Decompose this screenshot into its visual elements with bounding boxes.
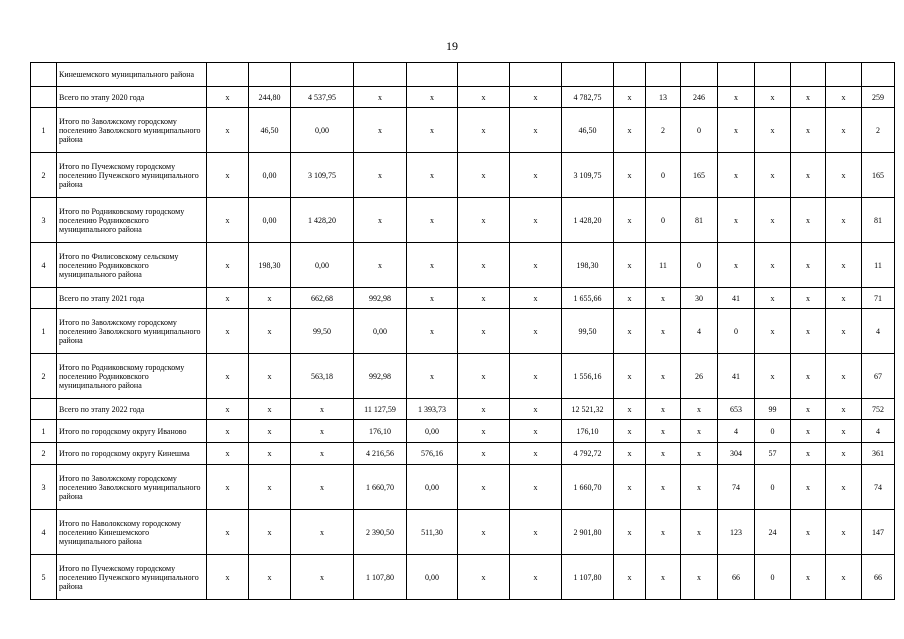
value-cell: 576,16 (407, 443, 458, 465)
value-cell: х (510, 465, 562, 510)
value-cell: х (681, 399, 718, 420)
value-cell: х (354, 153, 407, 198)
value-cell: 176,10 (354, 420, 407, 443)
row-number-cell: 2 (31, 153, 57, 198)
value-cell (826, 63, 862, 87)
row-number-cell: 4 (31, 243, 57, 288)
value-cell: х (614, 108, 646, 153)
value-cell: 0 (718, 309, 755, 354)
value-cell: х (249, 555, 291, 600)
value-cell: х (291, 399, 354, 420)
value-cell: х (614, 354, 646, 399)
value-cell (407, 63, 458, 87)
value-cell: х (791, 555, 826, 600)
value-cell: 147 (862, 510, 895, 555)
value-cell: 24 (755, 510, 791, 555)
value-cell: 992,98 (354, 354, 407, 399)
value-cell: х (458, 198, 510, 243)
row-name-cell: Итого по Пучежскому городскому поселению Пучежского муниципального района (57, 555, 207, 600)
row-number-cell: 1 (31, 309, 57, 354)
value-cell: 0,00 (354, 309, 407, 354)
value-cell: 1 428,20 (562, 198, 614, 243)
value-cell: 0 (681, 108, 718, 153)
value-cell: 11 (862, 243, 895, 288)
value-cell: 1 660,70 (354, 465, 407, 510)
value-cell: 4 (718, 420, 755, 443)
value-cell: х (510, 510, 562, 555)
value-cell: х (510, 420, 562, 443)
value-cell (718, 63, 755, 87)
value-cell: х (755, 108, 791, 153)
value-cell: х (791, 198, 826, 243)
value-cell: х (681, 465, 718, 510)
value-cell (354, 63, 407, 87)
value-cell: х (755, 87, 791, 108)
value-cell: х (510, 288, 562, 309)
value-cell: х (681, 420, 718, 443)
row-number-cell: 5 (31, 555, 57, 600)
value-cell: х (755, 198, 791, 243)
row-number-cell (31, 63, 57, 87)
value-cell: 46,50 (562, 108, 614, 153)
value-cell: 4 216,56 (354, 443, 407, 465)
value-cell: 511,30 (407, 510, 458, 555)
value-cell: х (407, 354, 458, 399)
value-cell: х (249, 309, 291, 354)
row-name-cell: Итого по Филисовскому сельскому поселению Родниковского муниципального района (57, 243, 207, 288)
value-cell: 4 (862, 309, 895, 354)
value-cell: х (646, 309, 681, 354)
value-cell: х (646, 354, 681, 399)
value-cell: х (826, 465, 862, 510)
value-cell: 165 (862, 153, 895, 198)
value-cell: х (826, 198, 862, 243)
value-cell: х (681, 555, 718, 600)
value-cell: х (407, 108, 458, 153)
value-cell: х (207, 510, 249, 555)
value-cell: 57 (755, 443, 791, 465)
table-row (31, 198, 895, 243)
value-cell: х (458, 243, 510, 288)
value-cell: 246 (681, 87, 718, 108)
value-cell: х (614, 555, 646, 600)
value-cell: х (614, 153, 646, 198)
value-cell: х (207, 555, 249, 600)
value-cell: х (458, 420, 510, 443)
value-cell: 1 655,66 (562, 288, 614, 309)
value-cell: 1 107,80 (354, 555, 407, 600)
value-cell: х (791, 288, 826, 309)
value-cell: х (755, 243, 791, 288)
value-cell: х (510, 198, 562, 243)
value-cell: х (791, 354, 826, 399)
value-cell: х (249, 465, 291, 510)
value-cell: х (614, 288, 646, 309)
value-cell: х (458, 354, 510, 399)
value-cell: 2 (646, 108, 681, 153)
value-cell: х (646, 510, 681, 555)
value-cell: 2 (862, 108, 895, 153)
value-cell: х (791, 108, 826, 153)
value-cell: х (718, 243, 755, 288)
row-number-cell (31, 87, 57, 108)
value-cell: х (458, 443, 510, 465)
value-cell: х (207, 153, 249, 198)
value-cell: 361 (862, 443, 895, 465)
value-cell: 66 (718, 555, 755, 600)
value-cell: х (510, 309, 562, 354)
value-cell: х (826, 243, 862, 288)
value-cell: х (407, 153, 458, 198)
value-cell: х (510, 555, 562, 600)
row-name-cell: Итого по городскому округу Иваново (57, 420, 207, 443)
value-cell: х (826, 510, 862, 555)
value-cell: 0,00 (407, 555, 458, 600)
value-cell (510, 63, 562, 87)
value-cell: х (407, 243, 458, 288)
value-cell: х (646, 288, 681, 309)
value-cell: х (791, 420, 826, 443)
value-cell: х (614, 243, 646, 288)
row-name-cell: Итого по Заволжскому городскому поселению Заволжского муниципального района (57, 108, 207, 153)
value-cell: х (510, 87, 562, 108)
row-name-cell: Всего по этапу 2022 года (57, 399, 207, 420)
value-cell: 81 (862, 198, 895, 243)
value-cell: х (791, 243, 826, 288)
value-cell: х (791, 87, 826, 108)
value-cell: 0,00 (291, 108, 354, 153)
value-cell: 198,30 (562, 243, 614, 288)
table-row (31, 243, 895, 288)
row-number-cell (31, 399, 57, 420)
table-row (31, 309, 895, 354)
value-cell: х (614, 309, 646, 354)
value-cell: 1 556,16 (562, 354, 614, 399)
value-cell: х (458, 108, 510, 153)
table-row (31, 555, 895, 600)
value-cell (646, 63, 681, 87)
stage-total-row (31, 399, 895, 420)
row-name-cell: Всего по этапу 2021 года (57, 288, 207, 309)
table-row (31, 420, 895, 443)
value-cell: х (614, 465, 646, 510)
value-cell (249, 63, 291, 87)
value-cell: х (510, 108, 562, 153)
table-body (31, 63, 895, 600)
value-cell: 0 (646, 198, 681, 243)
value-cell: х (249, 288, 291, 309)
value-cell: х (249, 510, 291, 555)
value-cell: х (791, 510, 826, 555)
value-cell: х (207, 288, 249, 309)
value-cell: х (207, 243, 249, 288)
value-cell: 0 (755, 465, 791, 510)
value-cell: 165 (681, 153, 718, 198)
value-cell: х (291, 420, 354, 443)
value-cell: х (614, 420, 646, 443)
row-name-cell: Всего по этапу 2020 года (57, 87, 207, 108)
value-cell: 81 (681, 198, 718, 243)
value-cell: х (207, 420, 249, 443)
table-row (31, 63, 895, 87)
value-cell: 123 (718, 510, 755, 555)
value-cell: 0 (755, 420, 791, 443)
value-cell: х (291, 510, 354, 555)
value-cell (458, 63, 510, 87)
table-row (31, 153, 895, 198)
value-cell: 752 (862, 399, 895, 420)
value-cell: 4 792,72 (562, 443, 614, 465)
value-cell: х (826, 309, 862, 354)
value-cell: 662,68 (291, 288, 354, 309)
table-row (31, 108, 895, 153)
value-cell: 0,00 (291, 243, 354, 288)
value-cell: х (718, 87, 755, 108)
value-cell: 198,30 (249, 243, 291, 288)
value-cell: х (681, 443, 718, 465)
value-cell: х (646, 399, 681, 420)
value-cell: х (249, 399, 291, 420)
value-cell: 0,00 (249, 153, 291, 198)
value-cell: х (826, 108, 862, 153)
value-cell: 11 (646, 243, 681, 288)
value-cell: х (407, 309, 458, 354)
value-cell: х (458, 309, 510, 354)
value-cell: х (681, 510, 718, 555)
value-cell: х (614, 510, 646, 555)
value-cell: х (755, 309, 791, 354)
value-cell: х (407, 288, 458, 309)
value-cell: х (791, 153, 826, 198)
value-cell: х (458, 153, 510, 198)
value-cell: 11 127,59 (354, 399, 407, 420)
value-cell: х (510, 443, 562, 465)
value-cell (207, 63, 249, 87)
value-cell (562, 63, 614, 87)
row-number-cell: 4 (31, 510, 57, 555)
value-cell: х (510, 153, 562, 198)
value-cell: х (614, 443, 646, 465)
value-cell: х (510, 354, 562, 399)
table-row (31, 443, 895, 465)
value-cell: 653 (718, 399, 755, 420)
value-cell: х (207, 108, 249, 153)
value-cell: 304 (718, 443, 755, 465)
value-cell: 3 109,75 (291, 153, 354, 198)
value-cell: х (791, 443, 826, 465)
value-cell: х (510, 399, 562, 420)
value-cell: 4 (862, 420, 895, 443)
value-cell: х (458, 288, 510, 309)
value-cell: 4 782,75 (562, 87, 614, 108)
value-cell: х (791, 465, 826, 510)
value-cell: 4 537,95 (291, 87, 354, 108)
row-name-cell: Итого по городскому округу Кинешма (57, 443, 207, 465)
value-cell: 0,00 (407, 465, 458, 510)
value-cell: 1 107,80 (562, 555, 614, 600)
value-cell: х (207, 309, 249, 354)
value-cell: х (249, 443, 291, 465)
value-cell: 259 (862, 87, 895, 108)
value-cell: х (354, 243, 407, 288)
value-cell: х (646, 555, 681, 600)
value-cell: 41 (718, 288, 755, 309)
value-cell (291, 63, 354, 87)
value-cell: х (207, 354, 249, 399)
value-cell: 563,18 (291, 354, 354, 399)
value-cell: 71 (862, 288, 895, 309)
value-cell: х (646, 420, 681, 443)
value-cell (755, 63, 791, 87)
value-cell: х (407, 87, 458, 108)
row-number-cell: 2 (31, 443, 57, 465)
value-cell: 74 (862, 465, 895, 510)
row-number-cell: 1 (31, 420, 57, 443)
table-row (31, 354, 895, 399)
stage-total-row (31, 288, 895, 309)
value-cell: 1 428,20 (291, 198, 354, 243)
value-cell: х (207, 399, 249, 420)
row-name-cell: Итого по Родниковскому городскому поселению Родниковского муниципального района (57, 198, 207, 243)
value-cell: х (207, 87, 249, 108)
value-cell: х (755, 153, 791, 198)
value-cell: х (249, 420, 291, 443)
value-cell: х (826, 420, 862, 443)
value-cell: х (718, 108, 755, 153)
value-cell: х (407, 198, 458, 243)
value-cell (614, 63, 646, 87)
row-number-cell (31, 288, 57, 309)
value-cell: х (458, 465, 510, 510)
table-row (31, 465, 895, 510)
page-number: 19 (446, 39, 458, 53)
value-cell: х (826, 443, 862, 465)
value-cell: х (614, 399, 646, 420)
value-cell: 1 393,73 (407, 399, 458, 420)
value-cell: х (458, 87, 510, 108)
value-cell: 46,50 (249, 108, 291, 153)
value-cell: 99 (755, 399, 791, 420)
value-cell: х (207, 465, 249, 510)
row-name-cell: Кинешемского муниципального района (57, 63, 207, 87)
value-cell: х (826, 153, 862, 198)
value-cell: х (614, 198, 646, 243)
value-cell: 30 (681, 288, 718, 309)
table-row (31, 510, 895, 555)
value-cell: х (291, 555, 354, 600)
value-cell: 244,80 (249, 87, 291, 108)
value-cell: 0 (755, 555, 791, 600)
value-cell: х (826, 288, 862, 309)
value-cell: х (458, 399, 510, 420)
row-name-cell: Итого по Наволокскому городскому поселению Кинешемского муниципального района (57, 510, 207, 555)
value-cell: 66 (862, 555, 895, 600)
value-cell: 4 (681, 309, 718, 354)
row-name-cell: Итого по Заволжскому городскому поселению Заволжского муниципального района (57, 465, 207, 510)
value-cell: х (791, 309, 826, 354)
value-cell: х (249, 354, 291, 399)
value-cell: х (207, 198, 249, 243)
value-cell: х (755, 288, 791, 309)
value-cell (862, 63, 895, 87)
row-name-cell: Итого по Пучежскому городскому поселению Пучежского муниципального района (57, 153, 207, 198)
value-cell: 99,50 (562, 309, 614, 354)
value-cell: х (646, 443, 681, 465)
value-cell: 99,50 (291, 309, 354, 354)
value-cell: х (510, 243, 562, 288)
value-cell: 74 (718, 465, 755, 510)
value-cell: х (755, 354, 791, 399)
value-cell: 1 660,70 (562, 465, 614, 510)
value-cell: х (791, 399, 826, 420)
value-cell: 12 521,32 (562, 399, 614, 420)
value-cell: х (614, 87, 646, 108)
value-cell: 2 901,80 (562, 510, 614, 555)
value-cell: х (718, 198, 755, 243)
value-cell: 13 (646, 87, 681, 108)
row-name-cell: Итого по Заволжскому городскому поселению Заволжского муниципального района (57, 309, 207, 354)
value-cell: 992,98 (354, 288, 407, 309)
value-cell (681, 63, 718, 87)
value-cell: 67 (862, 354, 895, 399)
value-cell: х (458, 555, 510, 600)
value-cell: х (826, 555, 862, 600)
value-cell: 26 (681, 354, 718, 399)
value-cell: х (291, 465, 354, 510)
row-number-cell: 3 (31, 465, 57, 510)
value-cell: 0,00 (249, 198, 291, 243)
value-cell: х (354, 198, 407, 243)
value-cell: х (207, 443, 249, 465)
row-number-cell: 3 (31, 198, 57, 243)
value-cell: 2 390,50 (354, 510, 407, 555)
value-cell: х (826, 87, 862, 108)
row-name-cell: Итого по Родниковскому городскому поселению Родниковского муниципального района (57, 354, 207, 399)
value-cell: 41 (718, 354, 755, 399)
value-cell: 3 109,75 (562, 153, 614, 198)
row-number-cell: 2 (31, 354, 57, 399)
value-cell (791, 63, 826, 87)
value-cell: 0 (681, 243, 718, 288)
value-cell: 0 (646, 153, 681, 198)
value-cell: х (291, 443, 354, 465)
data-table (30, 62, 895, 600)
value-cell: х (718, 153, 755, 198)
value-cell: 0,00 (407, 420, 458, 443)
value-cell: х (458, 510, 510, 555)
value-cell: х (646, 465, 681, 510)
value-cell: х (354, 108, 407, 153)
stage-total-row (31, 87, 895, 108)
value-cell: х (826, 354, 862, 399)
row-number-cell: 1 (31, 108, 57, 153)
value-cell: х (354, 87, 407, 108)
value-cell: 176,10 (562, 420, 614, 443)
value-cell: х (826, 399, 862, 420)
